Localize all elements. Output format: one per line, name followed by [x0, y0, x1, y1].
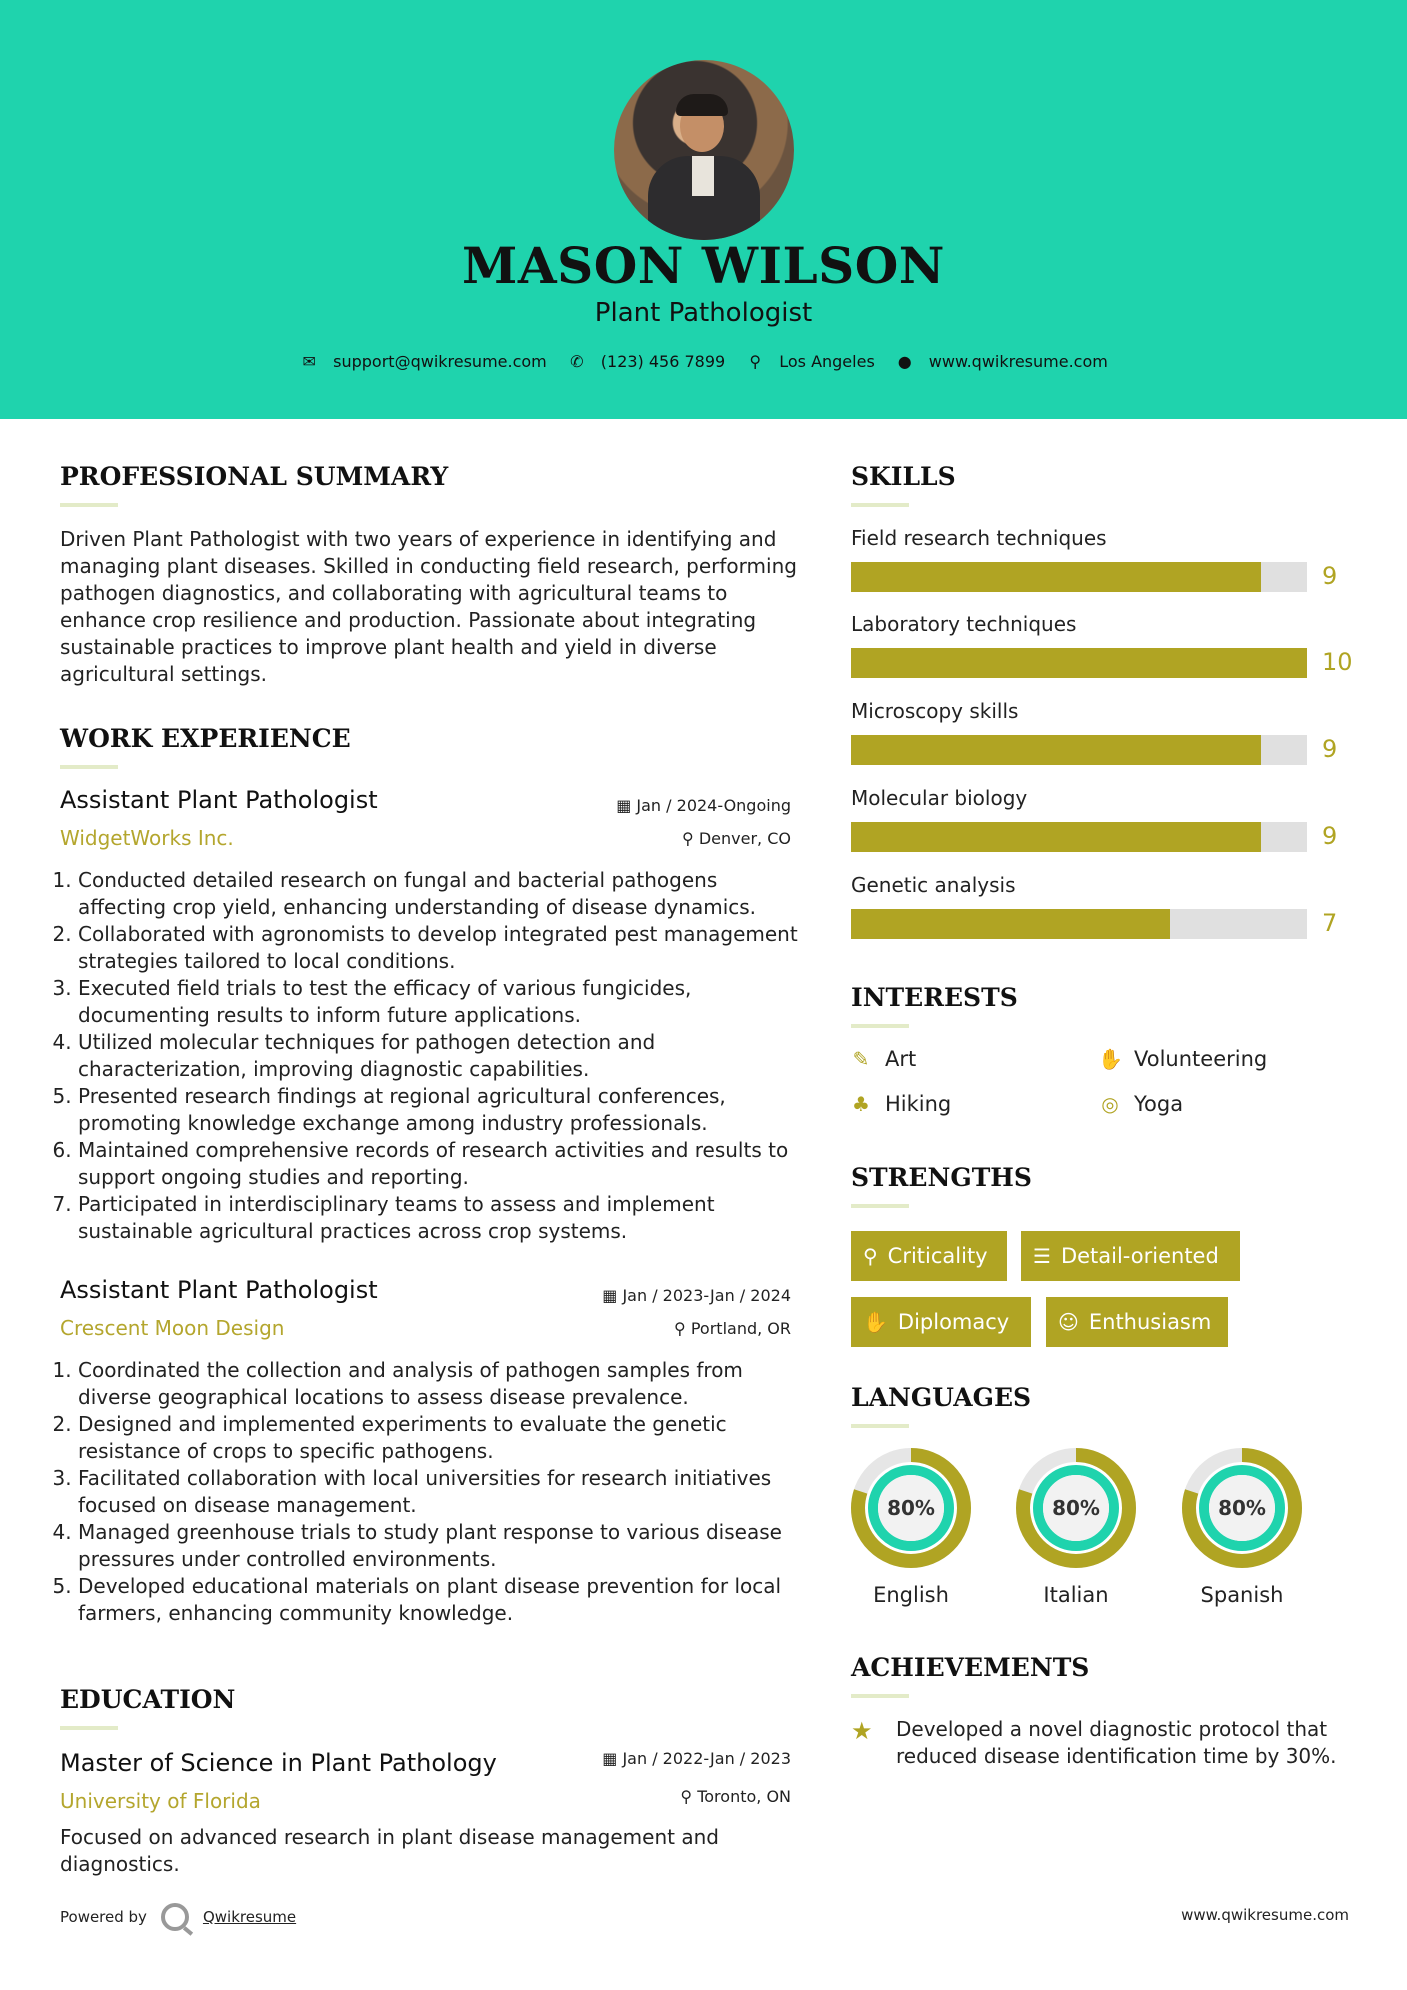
duty-item: 4. Managed greenhouse trials to study plant response to various disease pressures under controlled environments.	[78, 1519, 800, 1573]
qwikresume-logo-icon	[161, 1903, 189, 1931]
contact-website-text: www.qwikresume.com	[928, 352, 1108, 371]
language-ring	[850, 1447, 972, 1569]
contact-email-text: support@qwikresume.com	[333, 352, 547, 371]
tree-icon: ♣	[852, 1092, 870, 1116]
contact-phone-text: (123) 456 7899	[600, 352, 726, 371]
achievement-text: Developed a novel diagnostic protocol that reduced disease identification time by 30%.	[896, 1717, 1337, 1768]
profile-photo	[614, 60, 794, 240]
job-duties	[60, 1357, 800, 1627]
degree-title: Master of Science in Plant Pathology	[60, 1749, 497, 1777]
language-ring	[1015, 1447, 1137, 1569]
pin-icon: ⚲	[680, 1787, 698, 1806]
skill-score: 9	[1322, 562, 1338, 590]
list-icon: ☰	[1033, 1244, 1051, 1268]
skill-label: Field research techniques	[851, 526, 1107, 550]
duty-item: 3. Facilitated collaboration with local universities for research initiatives focused on disease management.	[78, 1465, 800, 1519]
duty-item: 2. Designed and implemented experiments to evaluate the genetic resistance of crops to specific pathogens.	[78, 1411, 800, 1465]
duty-item: 3. Executed field trials to test the efficacy of various fungicides, documenting results to inform future applications.	[78, 975, 800, 1029]
skill-label: Molecular biology	[851, 786, 1028, 810]
strengths-divider	[851, 1204, 909, 1208]
paintbrush-icon: ✎	[852, 1047, 870, 1071]
calendar-icon: ▦	[602, 1749, 623, 1768]
interest-art	[849, 1047, 916, 1071]
skill-bar	[851, 735, 1307, 765]
skill-score: 9	[1322, 735, 1338, 763]
contact-phone[interactable]	[567, 352, 725, 371]
job-title: Assistant Plant Pathologist	[60, 786, 378, 814]
interest-volunteering	[1098, 1047, 1267, 1071]
education-text: Focused on advanced research in plant disease management and diagnostics.	[60, 1825, 719, 1876]
skill-score: 7	[1322, 909, 1338, 937]
skill-score: 10	[1322, 648, 1353, 676]
powered-by-label: Powered by	[60, 1908, 147, 1926]
language-name: English	[873, 1583, 949, 1607]
smile-icon: ☺	[1058, 1310, 1079, 1334]
achievements-divider	[851, 1694, 909, 1698]
job-date: ▦ Jan / 2024-Ongoing	[616, 796, 791, 815]
duty-item: 7. Participated in interdisciplinary teams to assess and implement sustainable agricultural practices across crop systems.	[78, 1191, 800, 1245]
duty-item: 5. Presented research findings at regional agricultural conferences, promoting knowledge exchange among industry professionals.	[78, 1083, 800, 1137]
skill-bar-fill	[851, 648, 1307, 678]
skill-bar	[851, 648, 1307, 678]
language-name: Spanish	[1200, 1583, 1284, 1607]
language-percent: 80%	[1218, 1496, 1266, 1520]
skill-bar-fill	[851, 562, 1261, 592]
job-date: ▦ Jan / 2023-Jan / 2024	[602, 1286, 791, 1305]
skill-label: Genetic analysis	[851, 873, 1016, 897]
experience-divider	[60, 765, 118, 769]
interest-yoga	[1098, 1092, 1183, 1116]
candidate-name: MASON WILSON	[462, 236, 945, 295]
footer-powered-by	[60, 1903, 296, 1931]
duty-item: 4. Utilized molecular techniques for pathogen detection and characterization, improving diagnostic capabilities.	[78, 1029, 800, 1083]
education-date: ▦ Jan / 2022-Jan / 2023	[602, 1749, 791, 1768]
envelope-icon: ✉	[302, 352, 316, 371]
achievements-heading: ACHIEVEMENTS	[851, 1653, 1090, 1682]
duty-item: 1. Conducted detailed research on fungal and bacterial pathogens affecting crop yield, enhancing understanding of disease dynamics.	[78, 867, 800, 921]
interest-label: Art	[885, 1047, 917, 1071]
handshake-icon: ✋	[863, 1310, 888, 1334]
duty-item: 2. Collaborated with agronomists to develop integrated pest management strategies tailored to local conditions.	[78, 921, 800, 975]
contact-website[interactable]	[895, 352, 1108, 371]
duty-item: 6. Maintained comprehensive records of research activities and results to support ongoing studies and reporting.	[78, 1137, 800, 1191]
interests-heading: INTERESTS	[851, 983, 1018, 1012]
education-heading: EDUCATION	[60, 1685, 236, 1714]
strength-tag: ✋ Diplomacy	[851, 1297, 1031, 1347]
skill-bar	[851, 909, 1307, 939]
contact-bar	[0, 352, 1407, 371]
contact-email[interactable]	[299, 352, 547, 371]
search-icon: ⚲	[863, 1244, 878, 1268]
summary-divider	[60, 503, 118, 507]
language-ring	[1181, 1447, 1303, 1569]
contact-location	[745, 352, 875, 371]
job-company: Crescent Moon Design	[60, 1316, 285, 1340]
summary-text: Driven Plant Pathologist with two years of experience in identifying and managing plant diseases. Skilled in conducting field research, performing pathogen diagnostics, and collaborating with agricultural teams to enhance crop resilience and production. Passionate about integrating sustainable practices to improve plant health and yield in diverse agricultural settings.	[60, 527, 797, 686]
experience-heading: WORK EXPERIENCE	[60, 724, 351, 753]
skill-bar-fill	[851, 822, 1261, 852]
map-marker-icon: ⚲	[749, 352, 762, 371]
strength-tag: ☰ Detail-oriented	[1021, 1231, 1240, 1281]
job-company: WidgetWorks Inc.	[60, 826, 234, 850]
strength-tag: ⚲ Criticality	[851, 1231, 1007, 1281]
strength-tag: ☺ Enthusiasm	[1046, 1297, 1228, 1347]
globe-icon: ●	[897, 352, 912, 371]
interests-divider	[851, 1024, 909, 1028]
contact-location-text: Los Angeles	[779, 352, 875, 371]
header-banner	[0, 0, 1407, 419]
interest-label: Yoga	[1134, 1092, 1184, 1116]
languages-divider	[851, 1424, 909, 1428]
skill-bar	[851, 822, 1307, 852]
skill-label: Laboratory techniques	[851, 612, 1077, 636]
skill-label: Microscopy skills	[851, 699, 1019, 723]
star-hand-icon: ★	[851, 1717, 873, 1745]
pin-icon: ⚲	[674, 1319, 691, 1338]
duty-item: 1. Coordinated the collection and analysis of pathogen samples from diverse geographical locations to assess disease prevalence.	[78, 1357, 800, 1411]
skill-bar	[851, 562, 1307, 592]
skill-bar-fill	[851, 909, 1170, 939]
interest-hiking	[849, 1092, 951, 1116]
strengths-heading: STRENGTHS	[851, 1163, 1032, 1192]
education-divider	[60, 1726, 118, 1730]
lifebuoy-icon: ◎	[1101, 1092, 1119, 1116]
phone-icon: ✆	[570, 352, 584, 371]
handshake-icon: ✋	[1098, 1047, 1123, 1071]
pin-icon: ⚲	[682, 829, 699, 848]
calendar-icon: ▦	[616, 796, 637, 815]
skills-heading: SKILLS	[851, 462, 956, 491]
skills-divider	[851, 503, 909, 507]
job-title: Assistant Plant Pathologist	[60, 1276, 378, 1304]
summary-heading: PROFESSIONAL SUMMARY	[60, 462, 449, 491]
brand-link[interactable]: Qwikresume	[202, 1908, 297, 1926]
job-location: ⚲ Denver, CO	[682, 829, 791, 848]
job-duties	[60, 867, 800, 1245]
skill-bar-fill	[851, 735, 1261, 765]
school-name: University of Florida	[60, 1789, 261, 1813]
languages-heading: LANGUAGES	[851, 1383, 1032, 1412]
interest-label: Volunteering	[1134, 1047, 1268, 1071]
duty-item: 5. Developed educational materials on plant disease prevention for local farmers, enhancing community knowledge.	[78, 1573, 800, 1627]
calendar-icon: ▦	[602, 1286, 623, 1305]
candidate-title: Plant Pathologist	[594, 298, 813, 328]
language-percent: 80%	[887, 1496, 935, 1520]
interest-label: Hiking	[885, 1092, 952, 1116]
language-name: Italian	[1043, 1583, 1109, 1607]
language-percent: 80%	[1052, 1496, 1100, 1520]
footer-url[interactable]: www.qwikresume.com	[1181, 1906, 1349, 1924]
education-location: ⚲ Toronto, ON	[680, 1787, 791, 1806]
job-location: ⚲ Portland, OR	[674, 1319, 791, 1338]
skill-score: 9	[1322, 822, 1338, 850]
